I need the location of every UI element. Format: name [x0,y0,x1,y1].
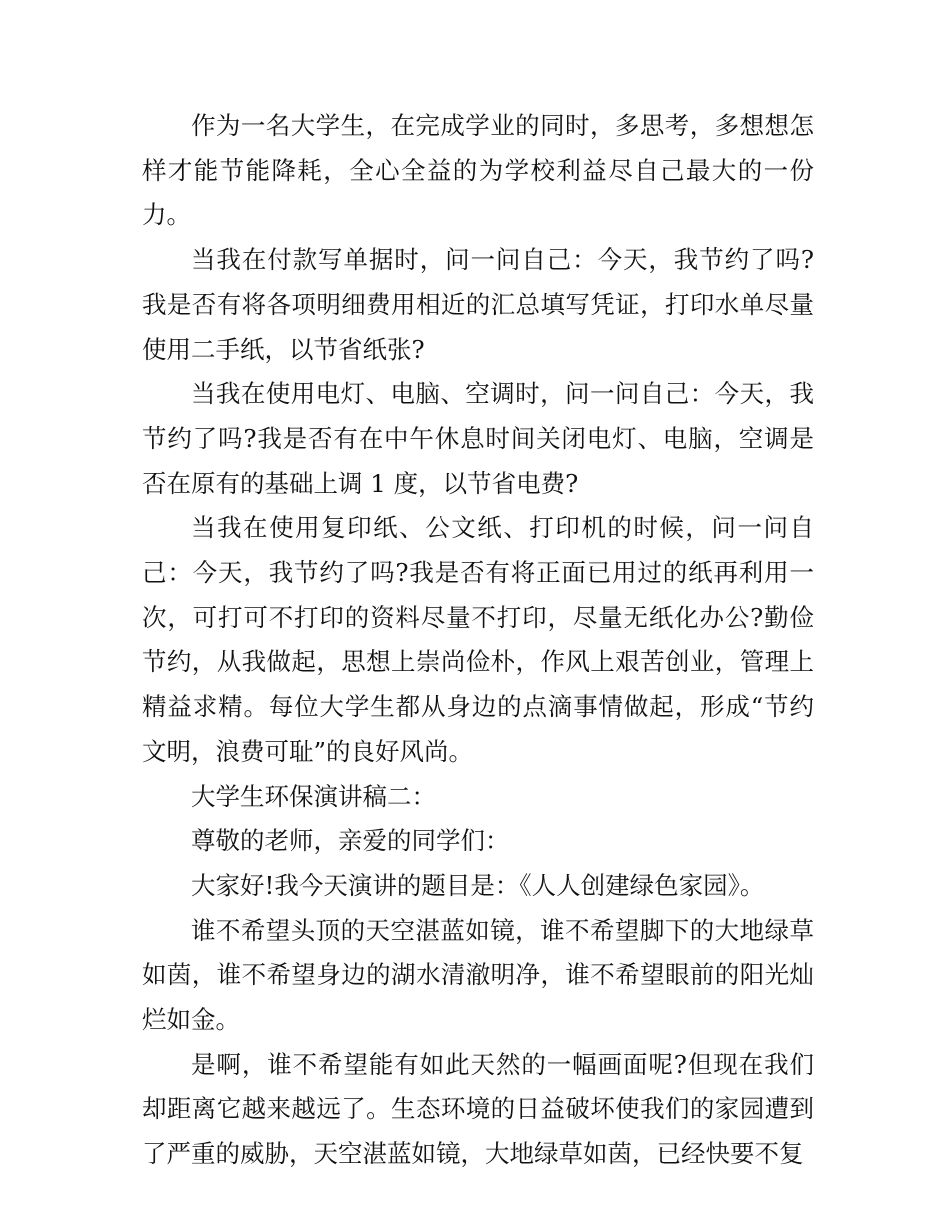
paragraph-3: 当我在使用电灯、电脑、空调时，问一问自己：今天，我节约了吗?我是否有在中午休息时间关闭电灯、电脑，空调是否在原有的基础上调 1 度，以节省电费? [142,379,814,498]
paragraph-9: 是啊，谁不希望能有如此天然的一幅画面呢?但现在我们却距离它越来越远了。生态环境的日益破坏使我们的家园遭到了严重的威胁，天空湛蓝如镜，大地绿草如茵，已经快要不复 [142,1049,814,1169]
paragraph-8: 谁不希望头顶的天空湛蓝如镜，谁不希望脚下的大地绿草如茵，谁不希望身边的湖水清澈明净，谁不希望眼前的阳光灿烂如金。 [142,915,814,1035]
salutation: 尊敬的老师，亲爱的同学们： [191,826,510,856]
paragraph-2: 当我在付款写单据时，问一问自己：今天，我节约了吗?我是否有将各项明细费用相近的汇总填写凭证，打印水单尽量使用二手纸，以节省纸张? [142,245,814,364]
document-body [142,104,814,1177]
speech-title-line: 大家好!我今天演讲的题目是：《人人创建绿色家园》。 [191,870,765,900]
paragraph-1: 作为一名大学生，在完成学业的同时，多思考，多想想怎样才能节能降耗，全心全益的为学校利益尽自己最大的一份力。 [142,111,814,230]
paragraph-4: 当我在使用复印纸、公文纸、打印机的时候，问一问自己：今天，我节约了吗?我是否有将正面已用过的纸再利用一次，可打可不打印的资料尽量不打印，尽量无纸化办公?勤俭节约，从我做起，思想上崇尚俭朴，作风上艰苦创业，管理上精益求精。每位大学生都从身边的点滴事情做起，形成“节约文明，浪费可耻”的良好风尚。 [142,513,814,766]
speech-heading: 大学生环保演讲稿二： [191,781,436,811]
